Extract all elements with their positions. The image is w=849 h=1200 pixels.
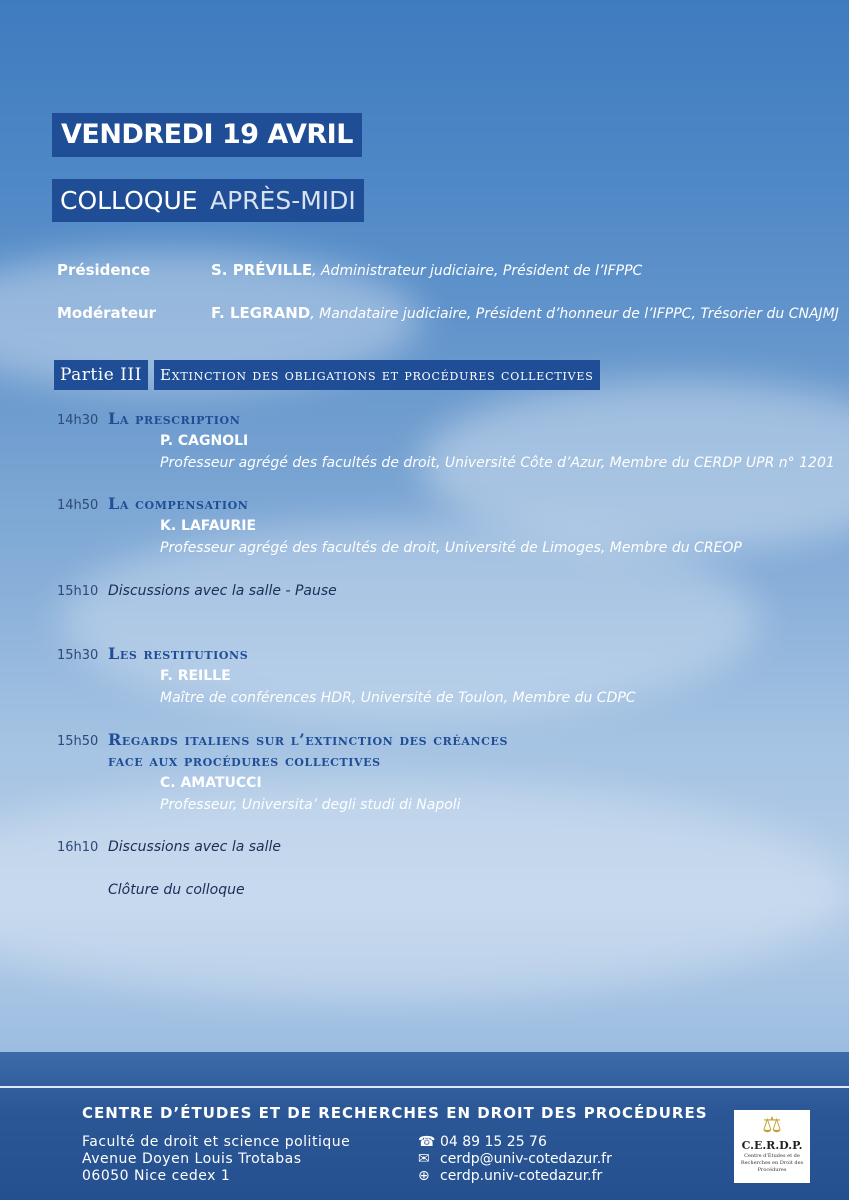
partie-label: Partie III — [54, 360, 148, 390]
program-time: 14h50 — [57, 498, 99, 513]
footer-phone — [418, 1134, 547, 1150]
logo-subtitle: Centre d’Études et de Recherches en Droit des Procédures — [740, 1153, 804, 1173]
scales-of-justice-icon: ⚖ — [762, 1113, 782, 1138]
session-label: COLLOQUE — [52, 179, 206, 222]
moderateur-name: F. LEGRAND — [211, 304, 311, 322]
speaker-affiliation: Professeur, Universita’ degli studi di Napoli — [160, 797, 461, 813]
moderateur-description: , Mandataire judiciaire, Président d’honneur de l’IFPPC, Trésorier du CNAJMJ — [310, 306, 839, 322]
footer-address-line: Faculté de droit et science politique — [82, 1134, 351, 1150]
phone-number: 04 89 15 25 76 — [440, 1134, 547, 1150]
talk-title: La prescription — [108, 409, 241, 428]
website-url[interactable]: cerdp.univ-cotedazur.fr — [440, 1168, 603, 1184]
talk-title: La compensation — [108, 494, 249, 513]
footer-divider — [0, 1086, 849, 1088]
program-note: Discussions avec la salle — [108, 839, 282, 855]
program-note: Discussions avec la salle - Pause — [108, 583, 337, 599]
moderateur-label: Modérateur — [57, 304, 157, 322]
talk-title: Regards italiens sur l’extinction des créances — [108, 730, 509, 749]
closing-note: Clôture du colloque — [108, 882, 245, 898]
moderateur-person — [211, 304, 839, 322]
speaker-name: P. CAGNOLI — [160, 433, 249, 449]
program-time: 16h10 — [57, 840, 99, 855]
date-heading: VENDREDI 19 AVRIL — [52, 113, 362, 157]
footer-website[interactable] — [418, 1168, 602, 1184]
cerdp-logo — [734, 1110, 810, 1183]
presidence-label: Présidence — [57, 261, 151, 279]
program-time: 15h30 — [57, 648, 99, 663]
program-time: 15h50 — [57, 734, 99, 749]
globe-icon: ⊕ — [418, 1168, 430, 1184]
talk-title: Les restitutions — [108, 644, 249, 663]
envelope-icon: ✉ — [418, 1151, 430, 1167]
presidence-description: , Administrateur judiciaire, Président de l’IFPPC — [312, 263, 643, 279]
speaker-affiliation: Professeur agrégé des facultés de droit, Université Côte d’Azur, Membre du CERDP UPR n° 1201 — [160, 455, 835, 471]
footer-address-line: 06050 Nice cedex 1 — [82, 1168, 231, 1184]
program-time: 14h30 — [57, 413, 99, 428]
program-time: 15h10 — [57, 584, 99, 599]
logo-text: C.E.R.D.P. — [741, 1139, 803, 1152]
talk-title-line2: face aux procédures collectives — [108, 751, 381, 770]
phone-icon: ☎ — [418, 1134, 436, 1150]
footer-title: CENTRE D’ÉTUDES ET DE RECHERCHES EN DROIT DES PROCÉDURES — [82, 1104, 708, 1122]
speaker-name: F. REILLE — [160, 668, 231, 684]
speaker-affiliation: Professeur agrégé des facultés de droit, Université de Limoges, Membre du CREOP — [160, 540, 742, 556]
email-address[interactable]: cerdp@univ-cotedazur.fr — [440, 1151, 612, 1167]
footer-email[interactable] — [418, 1151, 612, 1167]
period-label: APRÈS-MIDI — [202, 179, 364, 222]
partie-title: Extinction des obligations et procédures collectives — [154, 360, 600, 390]
speaker-name: C. AMATUCCI — [160, 775, 262, 791]
presidence-person — [211, 261, 642, 279]
presidence-name: S. PRÉVILLE — [211, 261, 313, 279]
footer-address-line: Avenue Doyen Louis Trotabas — [82, 1151, 302, 1167]
speaker-affiliation: Maître de conférences HDR, Université de Toulon, Membre du CDPC — [160, 690, 636, 706]
speaker-name: K. LAFAURIE — [160, 518, 257, 534]
